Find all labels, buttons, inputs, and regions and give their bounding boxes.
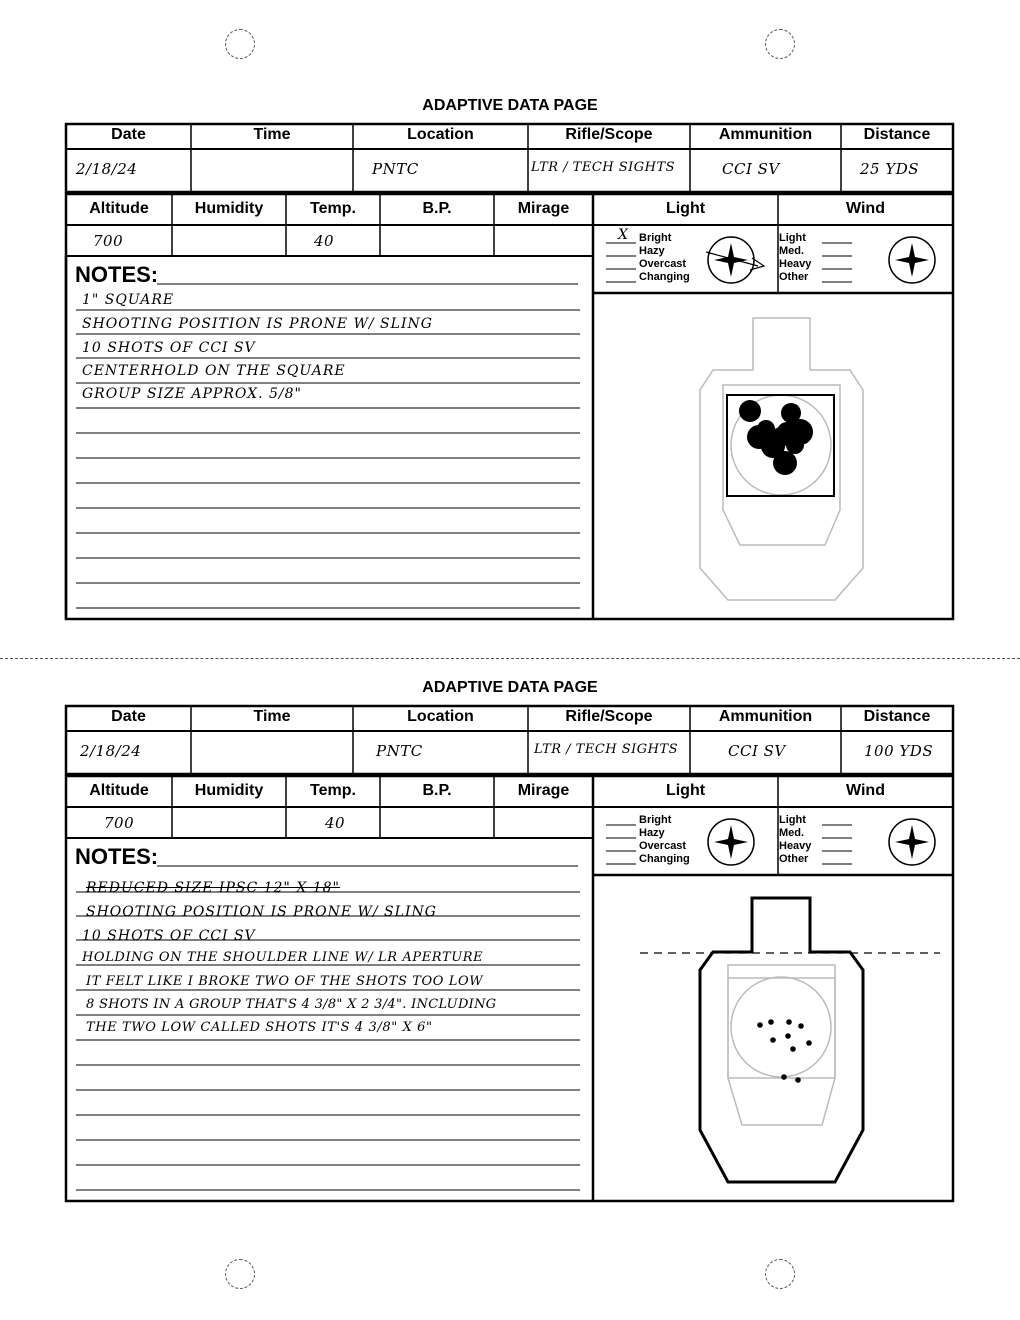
wind-header: Wind xyxy=(846,782,885,799)
target-2-zones xyxy=(728,965,835,1125)
ammunition-header: Ammunition xyxy=(718,126,813,143)
note-line[interactable]: SHOOTING POSITION IS PRONE W/ SLING xyxy=(86,904,437,920)
wind-header: Wind xyxy=(846,200,885,217)
ammunition-header: Ammunition xyxy=(718,708,813,725)
notes-label: NOTES: xyxy=(75,844,159,869)
humidity-header: Humidity xyxy=(194,200,264,217)
altitude-value[interactable]: 700 xyxy=(104,814,135,832)
light-option-hazy[interactable]: Hazy xyxy=(639,827,665,839)
location-value[interactable]: PNTC xyxy=(376,742,423,760)
note-line[interactable]: IT FELT LIKE I BROKE TWO OF THE SHOTS TOO LOW xyxy=(86,974,484,989)
light-option-hazy[interactable]: Hazy xyxy=(639,245,665,257)
distance-header: Distance xyxy=(863,126,931,143)
date-value[interactable]: 2/18/24 xyxy=(80,742,142,760)
ammunition-value[interactable]: CCI SV xyxy=(728,742,786,760)
page-title: ADAPTIVE DATA PAGE xyxy=(422,679,598,696)
humidity-header: Humidity xyxy=(194,782,264,799)
target-2-shot-group xyxy=(757,1019,812,1083)
wind-option-light[interactable]: Light xyxy=(779,232,806,244)
note-line[interactable]: GROUP SIZE APPROX. 5/8" xyxy=(82,386,302,402)
altitude-header: Altitude xyxy=(89,200,149,217)
mirage-header: Mirage xyxy=(517,200,570,217)
wind-option-other[interactable]: Other xyxy=(779,853,809,865)
light-option-changing[interactable]: Changing xyxy=(639,271,690,283)
note-line[interactable]: 10 SHOTS OF CCI SV xyxy=(82,340,256,356)
time-header: Time xyxy=(253,126,291,143)
light-option-changing[interactable]: Changing xyxy=(639,853,690,865)
rifle-scope-value[interactable]: LTR / TECH SIGHTS xyxy=(534,742,679,757)
note-line[interactable]: THE TWO LOW CALLED SHOTS IT'S 4 3/8" X 6" xyxy=(86,1020,433,1035)
distance-value[interactable]: 25 YDS xyxy=(860,160,920,178)
date-header: Date xyxy=(111,708,146,725)
note-line-struck[interactable]: REDUCED SIZE IPSC 12" X 18" xyxy=(86,880,340,896)
location-header: Location xyxy=(407,708,474,725)
bp-header: B.P. xyxy=(422,200,452,217)
wind-option-heavy[interactable]: Heavy xyxy=(779,258,812,270)
light-header: Light xyxy=(665,200,706,217)
altitude-header: Altitude xyxy=(89,782,149,799)
temp-value[interactable]: 40 xyxy=(325,814,346,832)
wind-option-heavy[interactable]: Heavy xyxy=(779,840,812,852)
note-line[interactable]: SHOOTING POSITION IS PRONE W/ SLING xyxy=(82,316,433,332)
bp-header: B.P. xyxy=(422,782,452,799)
light-option-bright[interactable]: Bright xyxy=(639,232,672,244)
note-line[interactable]: 1" SQUARE xyxy=(82,292,175,308)
altitude-value[interactable]: 700 xyxy=(93,232,124,250)
location-header: Location xyxy=(407,126,474,143)
note-line[interactable]: CENTERHOLD ON THE SQUARE xyxy=(82,363,346,379)
wind-option-other[interactable]: Other xyxy=(779,271,809,283)
distance-value[interactable]: 100 YDS xyxy=(864,742,934,760)
ammunition-value[interactable]: CCI SV xyxy=(722,160,780,178)
note-line[interactable]: HOLDING ON THE SHOULDER LINE W/ LR APERTURE xyxy=(82,950,484,965)
time-header: Time xyxy=(253,708,291,725)
note-line[interactable]: 10 SHOTS OF CCI SV xyxy=(82,928,256,944)
rifle-scope-header: Rifle/Scope xyxy=(565,126,653,143)
distance-header: Distance xyxy=(863,708,931,725)
note-line[interactable]: 8 SHOTS IN A GROUP THAT'S 4 3/8" X 2 3/4". INCLUDING xyxy=(86,997,497,1012)
wind-option-med[interactable]: Med. xyxy=(779,827,805,839)
target-2-silhouette xyxy=(700,898,863,1182)
light-header: Light xyxy=(665,782,706,799)
wind-compass-icon xyxy=(889,819,935,865)
location-value[interactable]: PNTC xyxy=(372,160,419,178)
mirage-header: Mirage xyxy=(517,782,570,799)
date-header: Date xyxy=(111,126,146,143)
rifle-scope-header: Rifle/Scope xyxy=(565,708,653,725)
wind-option-med[interactable]: Med. xyxy=(779,245,805,257)
light-compass-icon xyxy=(708,819,754,865)
rifle-scope-value[interactable]: LTR / TECH SIGHTS xyxy=(531,160,676,175)
date-value[interactable]: 2/18/24 xyxy=(76,160,138,178)
temp-header: Temp. xyxy=(310,200,356,217)
light-option-overcast[interactable]: Overcast xyxy=(639,840,687,852)
page-title: ADAPTIVE DATA PAGE xyxy=(422,97,598,114)
wind-option-light[interactable]: Light xyxy=(779,814,806,826)
light-option-overcast[interactable]: Overcast xyxy=(639,258,687,270)
light-bright-mark[interactable]: X xyxy=(618,227,629,243)
temp-header: Temp. xyxy=(310,782,356,799)
notes-label: NOTES: xyxy=(75,262,159,287)
temp-value[interactable]: 40 xyxy=(314,232,335,250)
light-option-bright[interactable]: Bright xyxy=(639,814,672,826)
